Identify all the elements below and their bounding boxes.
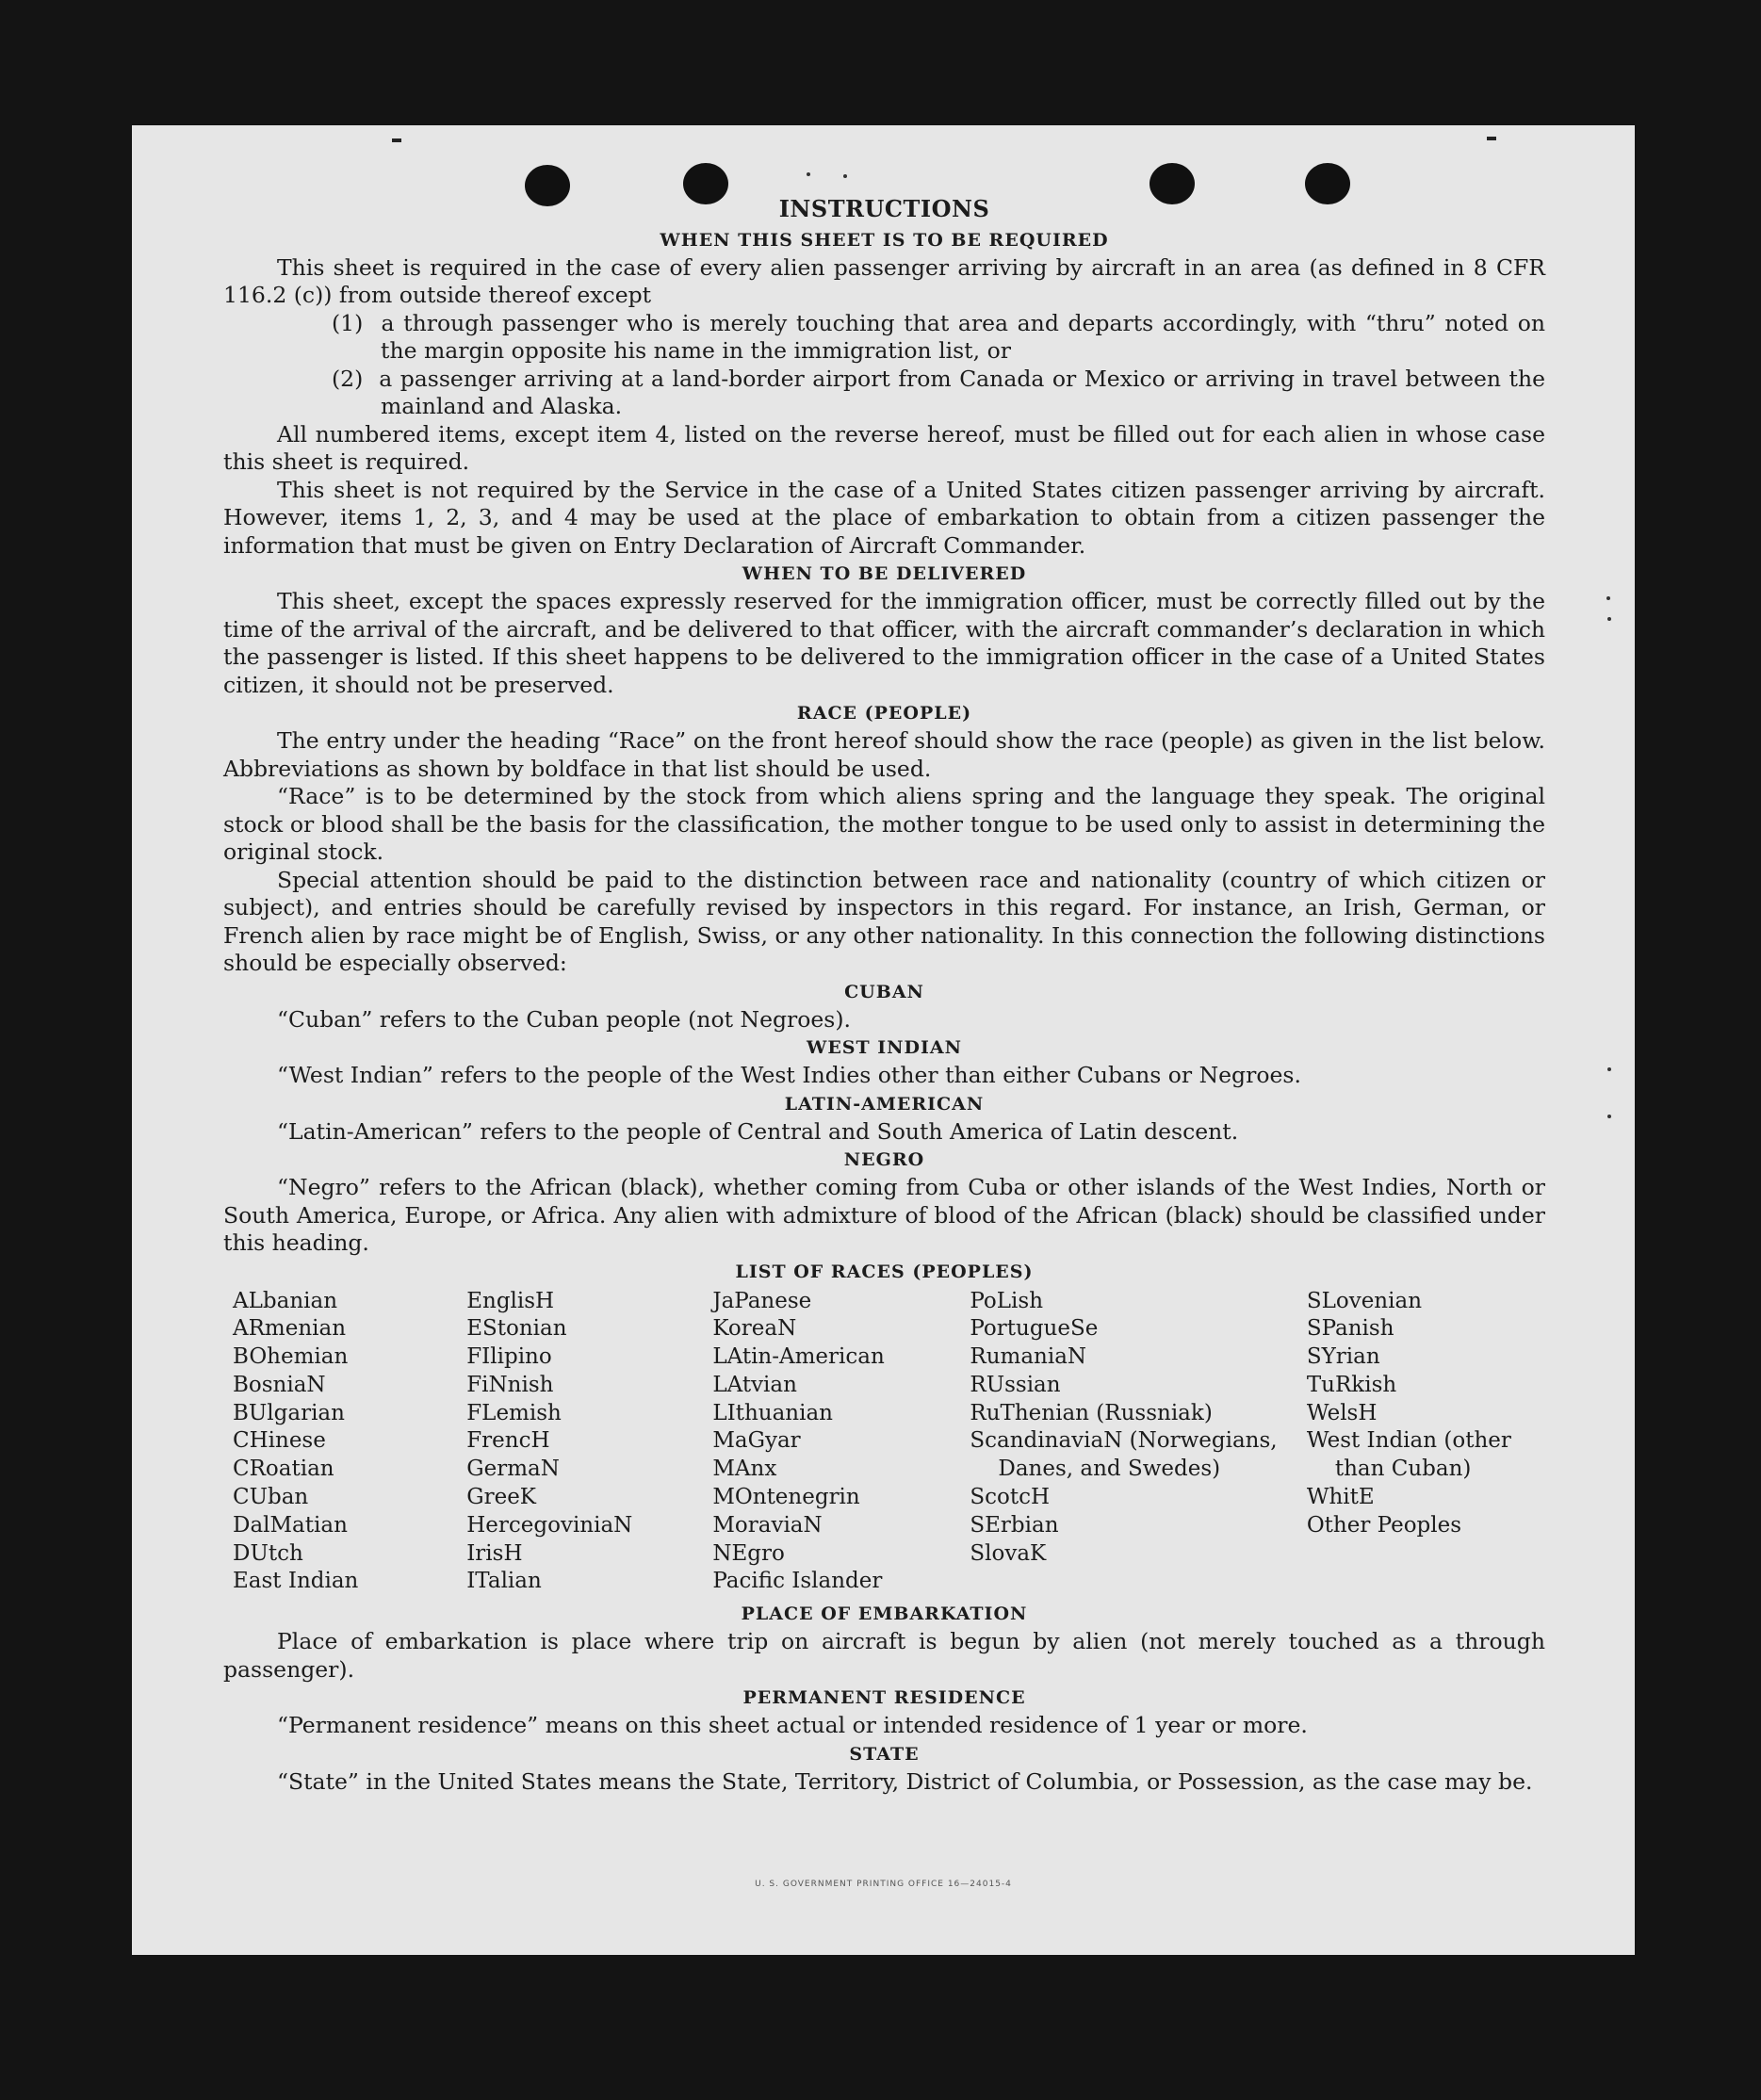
corner-mark [1487,137,1496,140]
item-number: (1) [332,309,364,336]
section-heading: PLACE OF EMBARKATION [741,1603,1028,1625]
race-entry: WhitE [1306,1485,1375,1510]
race-entry: MAnx [712,1457,777,1482]
race-column [1307,1288,1545,1597]
race-entry: KoreaN [712,1316,797,1342]
race-entry: SPanish [1306,1316,1394,1342]
race-entry: SErbian [970,1512,1059,1538]
race-entry: NEgro [712,1540,785,1566]
section-heading: PERMANENT RESIDENCE [742,1687,1026,1709]
corner-mark [392,138,401,142]
paragraph: This sheet is required in the case of every alien passenger arriving by aircraft in an area (as defined in 8 CFR 116.2 (c)) from outside thereof except [223,253,1545,308]
paragraph: “West Indian” refers to the people of the West Indies other than either Cubans or Negroes. [277,1062,1301,1088]
section-heading: NEGRO [843,1149,925,1170]
race-column [970,1288,1306,1597]
race-entry: Other Peoples [1306,1512,1462,1538]
instructions-content [223,195,1545,1796]
race-entry: MOntenegrin [712,1485,860,1510]
paragraph: “State” in the United States means the State, Territory, District of Columbia, or Possession, as the case may be. [277,1767,1533,1795]
race-entry: BosniaN [233,1372,326,1397]
paragraph: “Negro” refers to the African (black), whether coming from Cuba or other islands of the West Indies, North or South America, Europe, or Africa. Any alien with admixture of blood of the African (black) should be classified under this heading. [223,1174,1545,1256]
race-entry: JaPanese [712,1288,812,1313]
section-heading: STATE [849,1743,920,1765]
section-heading: RACE (PEOPLE) [796,703,972,724]
race-entry: LIthuanian [712,1400,833,1425]
section-heading: WHEN THIS SHEET IS TO BE REQUIRED [660,229,1109,251]
race-list [233,1288,1545,1597]
race-entry: SYrian [1306,1344,1380,1370]
race-entry: FIlipino [466,1344,552,1370]
race-entry: CHinese [233,1428,326,1454]
race-entry: LAtin-American [712,1344,885,1370]
race-entry: FLemish [466,1400,562,1425]
race-entry: ScotcH [970,1485,1051,1510]
printer-imprint: U. S. GOVERNMENT PRINTING OFFICE 16—24015-4 [755,1880,1012,1889]
race-entry: GermaN [466,1457,560,1482]
section-heading: CUBAN [844,981,924,1002]
race-entry: GreeK [466,1485,536,1510]
race-entry: CUban [233,1485,309,1510]
paragraph: Special attention should be paid to the distinction between race and nationality (country of which citizen or subject), and entries should be carefully revised by inspectors in this regard. For instance, an Irish, German, or French alien by race might be of English, Swiss, or any other nationality. In this connection the following distinctions should be especially observed: [223,866,1545,976]
race-entry: Pacific Islander [712,1569,883,1594]
race-entry: PortugueSe [970,1316,1099,1342]
race-entry: IrisH [466,1540,523,1566]
section-heading: WEST INDIAN [806,1037,963,1058]
speck [1606,596,1610,600]
section-heading: WHEN TO BE DELIVERED [742,563,1027,584]
speck [843,174,847,178]
race-entry: RuThenian (Russniak) [970,1400,1213,1425]
race-entry: MaGyar [712,1428,801,1454]
speck [1607,1115,1611,1118]
paragraph: “Permanent residence” means on this sheet actual or intended residence of 1 year or more. [277,1712,1308,1739]
paragraph: “Cuban” refers to the Cuban people (not Negroes). [277,1005,852,1033]
race-entry: EnglisH [466,1288,555,1313]
race-entry: EStonian [466,1316,567,1342]
paragraph: Place of embarkation is place where trip on aircraft is begun by alien (not merely touched as a through passenger). [223,1628,1545,1683]
list-item [223,366,1545,421]
race-entry: East Indian [233,1569,359,1594]
paragraph: “Latin-American” refers to the people of Central and South America of Latin descent. [277,1117,1239,1145]
race-entry: ARmenian [233,1316,347,1342]
race-entry: West Indian (other than Cuban) [1306,1428,1511,1482]
item-text: a through passenger who is merely touching that area and departs accordingly, with “thru” noted on the margin opposite his name in the immigration list, or [381,309,1545,364]
race-entry: TuRkish [1306,1372,1397,1397]
paragraph: The entry under the heading “Race” on the front hereof should show the race (people) as given in the list below. Abbreviations as shown by boldface in that list should be used. [223,727,1545,782]
race-column [233,1288,466,1597]
race-column [466,1288,712,1597]
race-entry: PoLish [970,1288,1044,1313]
race-entry: FrencH [466,1428,550,1454]
race-entry: BOhemian [233,1344,349,1370]
race-entry: SlovaK [970,1540,1047,1566]
race-entry: RUssian [970,1372,1061,1397]
list-item [223,310,1545,366]
document-sheet [132,125,1635,1955]
speck [1607,1067,1611,1071]
race-entry: LAtvian [712,1372,797,1397]
race-entry: CRoatian [233,1457,334,1482]
race-entry: DUtch [233,1540,303,1566]
paragraph: “Race” is to be determined by the stock from which aliens spring and the language they speak. The original stock or blood shall be the basis for the classification, the mother tongue to be used only to assist in determining the original stock. [223,783,1545,865]
race-entry: FiNnish [466,1372,554,1397]
section-heading: LIST OF RACES (PEOPLES) [735,1261,1034,1282]
race-entry: ITalian [466,1569,542,1594]
paragraph: All numbered items, except item 4, listed on the reverse hereof, must be filled out for each alien in whose case this sheet is required. [223,420,1545,475]
page-title: INSTRUCTIONS [778,195,990,222]
paragraph: This sheet, except the spaces expressly reserved for the immigration officer, must be correctly filled out by the time of the arrival of the aircraft, and be delivered to that officer, with the aircraft commander’s declaration in which the passenger is listed. If this sheet happens to be delivered to the immigration officer in the case of a United States citizen, it should not be preserved. [223,588,1545,698]
race-entry: DalMatian [233,1512,348,1538]
paragraph: This sheet is not required by the Service in the case of a United States citizen passenger arriving by aircraft. However, items 1, 2, 3, and 4 may be used at the place of embarkation to obtain from a citizen passenger the information that must be given on Entry Declaration of Aircraft Commander. [223,476,1545,559]
race-entry: RumaniaN [970,1344,1087,1370]
race-entry: BUlgarian [233,1400,345,1425]
speck [1607,617,1611,621]
race-entry: WelsH [1306,1400,1378,1425]
race-entry: MoraviaN [712,1512,823,1538]
race-column [712,1288,970,1597]
race-entry: SLovenian [1306,1288,1423,1313]
race-entry: ScandinaviaN (Norwegians, Danes, and Swedes) [970,1428,1278,1482]
race-entry: HercegoviniaN [466,1512,633,1538]
section-heading: LATIN-AMERICAN [784,1093,985,1115]
item-number: (2) [332,365,364,392]
race-entry: ALbanian [233,1288,338,1313]
speck [807,172,810,176]
item-text: a passenger arriving at a land-border airport from Canada or Mexico or arriving in travel between the mainland and Alaska. [379,365,1545,419]
